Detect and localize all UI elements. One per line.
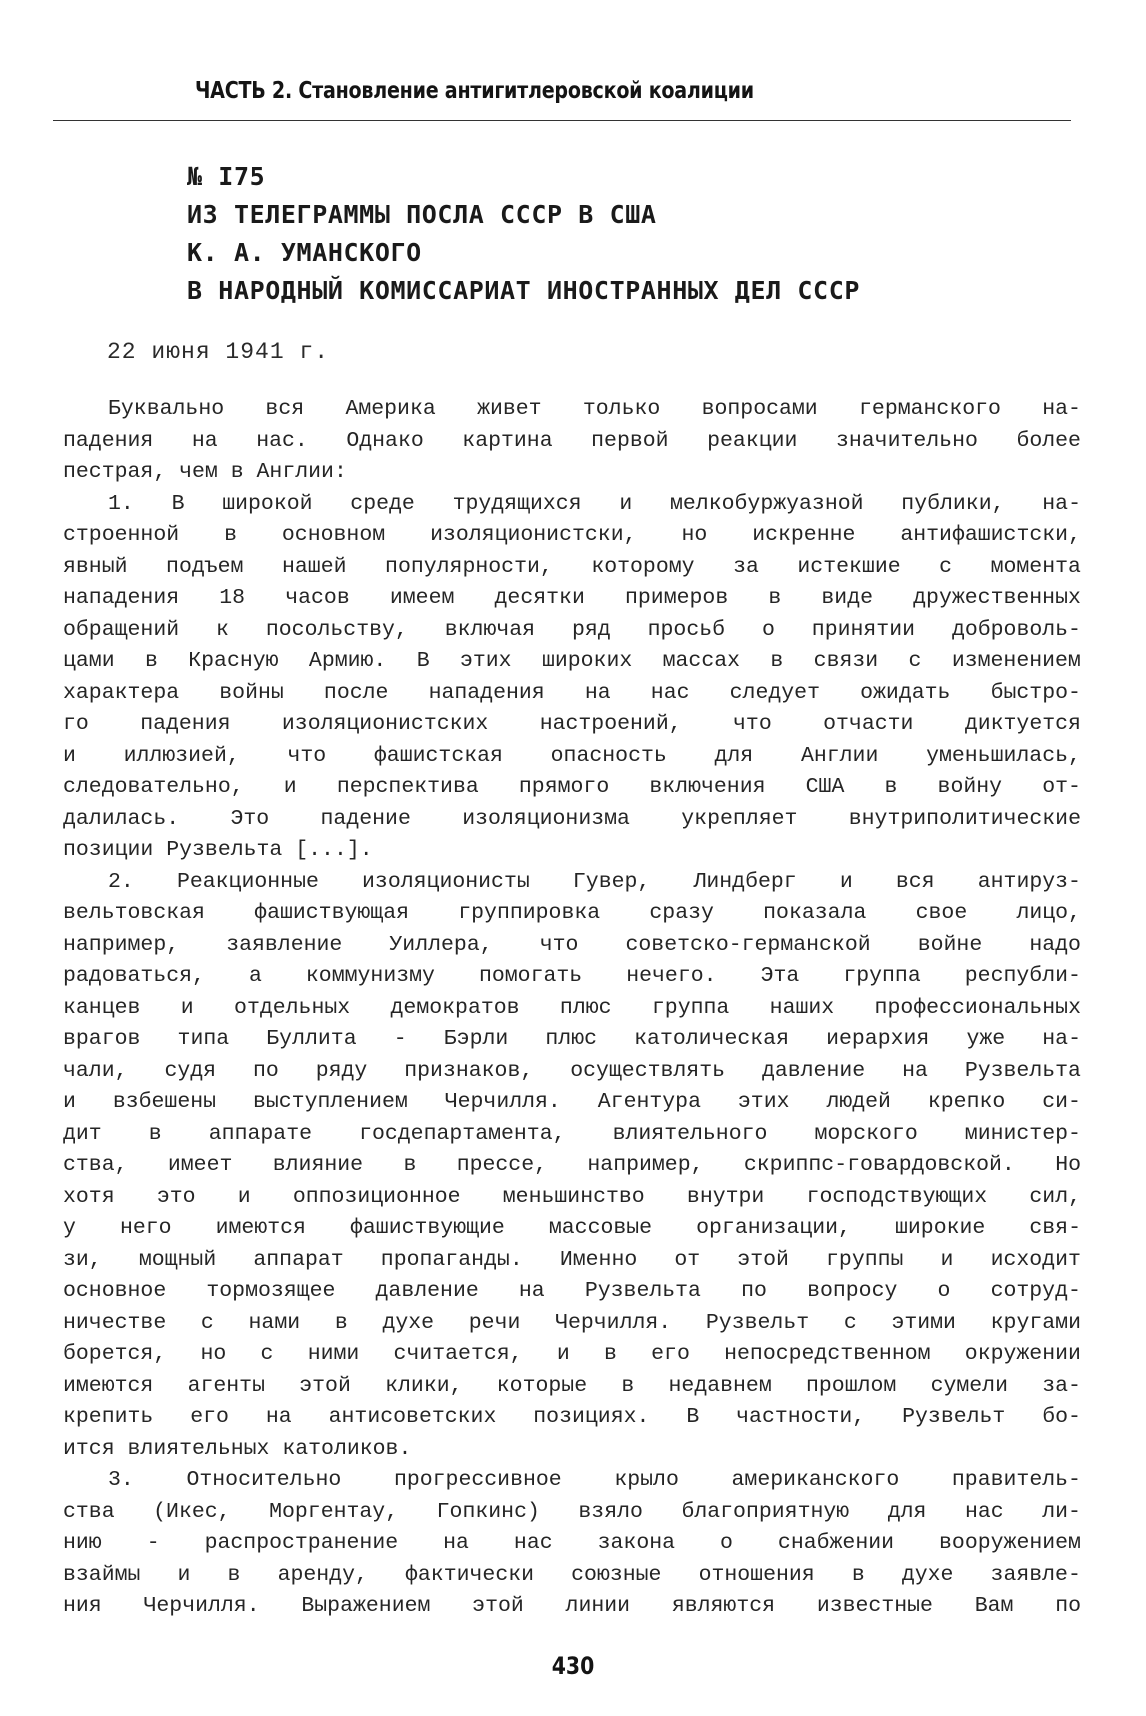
body-line: падения на нас. Однако картина первой реакции значительно более <box>63 428 1081 453</box>
body-line: ства, имеет влияние в прессе, например, скриппс-говардовской. Но <box>63 1153 1081 1177</box>
body-line: позиции Рузвельта [...]. <box>63 838 373 862</box>
body-line: и взбешены выступлением Черчилля. Агентура этих людей крепко си- <box>63 1090 1081 1114</box>
header-rule <box>53 120 1071 121</box>
body-line: далилась. Это падение изоляционизма укрепляет внутриполитические <box>63 806 1081 831</box>
body-line: зи, мощный аппарат пропаганды. Именно от этой группы и исходит <box>63 1247 1081 1272</box>
body-line: вельтовская фашиствующая группировка сразу показала свое лицо, <box>63 901 1081 925</box>
body-line: пестрая, чем в Англии: <box>63 460 347 484</box>
body-line: 3. Относительно прогрессивное крыло американского правитель- <box>108 1468 1081 1492</box>
body-line: явный подъем нашей популярности, которому за истекшие с момента <box>63 554 1081 579</box>
body-line: и иллюзией, что фашистская опасность для Англии уменьшилась, <box>63 743 1081 768</box>
body-line: характера войны после нападения на нас следует ожидать быстро- <box>63 680 1081 705</box>
body-line: следовательно, и перспектива прямого включения США в войну от- <box>63 775 1081 799</box>
running-head: ЧАСТЬ 2. Становление антигитлеровской коалиции <box>195 78 754 104</box>
body-line: цами в Красную Армию. В этих широких массах в связи с изменением <box>63 649 1081 673</box>
document-heading <box>187 158 860 310</box>
body-line: строенной в основном изоляционистски, но искренне антифашистски, <box>63 523 1081 547</box>
body-line: взаймы и в аренду, фактически союзные отношения в духе заявле- <box>63 1562 1081 1587</box>
body-line: ния Черчилля. Выражением этой линии являются известные Вам по <box>63 1594 1081 1618</box>
body-line: нию - распространение на нас закона о снабжении вооружением <box>63 1531 1081 1555</box>
body-text <box>63 394 1081 1623</box>
heading-line-1: ИЗ ТЕЛЕГРАММЫ ПОСЛА СССР В США <box>187 200 657 229</box>
body-line: имеются агенты этой клики, которые в недавнем прошлом сумели за- <box>63 1373 1081 1398</box>
heading-line-3: В НАРОДНЫЙ КОМИССАРИАТ ИНОСТРАННЫХ ДЕЛ СССР <box>187 276 861 305</box>
document-date: 22 июня 1941 г. <box>107 339 330 365</box>
body-line: нападения 18 часов имеем десятки примеров в виде дружественных <box>63 586 1081 610</box>
body-line: радоваться, а коммунизму помогать нечего. Эта группа республи- <box>63 964 1081 988</box>
body-line: 1. В широкой среде трудящихся и мелкобуржуазной публики, на- <box>108 491 1081 516</box>
body-line: канцев и отдельных демократов плюс группа наших профессиональных <box>63 995 1081 1020</box>
body-line: ничестве с нами в духе речи Черчилля. Рузвельт с этими кругами <box>63 1310 1081 1335</box>
body-line: дит в аппарате госдепартамента, влиятельного морского министер- <box>63 1121 1081 1146</box>
body-line: 2. Реакционные изоляционисты Гувер, Линдберг и вся антируз- <box>108 869 1081 894</box>
body-line: у него имеются фашиствующие массовые организации, широкие свя- <box>63 1216 1081 1240</box>
body-line: основное тормозящее давление на Рузвельта по вопросу о сотруд- <box>63 1279 1081 1303</box>
body-line: крепить его на антисоветских позициях. В частности, Рузвельт бо- <box>63 1405 1081 1429</box>
body-line: борется, но с ними считается, и в его непосредственном окружении <box>63 1342 1081 1366</box>
body-line: обращений к посольству, включая ряд просьб о принятии доброволь- <box>63 617 1081 642</box>
heading-line-2: К. А. УМАНСКОГО <box>187 238 422 267</box>
body-line: чали, судя по ряду признаков, осуществлять давление на Рузвельта <box>63 1058 1081 1083</box>
body-line: Буквально вся Америка живет только вопросами германского на- <box>108 397 1081 421</box>
body-line: хотя это и оппозиционное меньшинство внутри господствующих сил, <box>63 1184 1081 1209</box>
body-line: например, заявление Уиллера, что советско-германской войне надо <box>63 932 1081 957</box>
body-line: го падения изоляционистских настроений, что отчасти диктуется <box>63 712 1081 736</box>
body-line: врагов типа Буллита - Бэрли плюс католическая иерархия уже на- <box>63 1027 1081 1051</box>
body-line: ится влиятельных католиков. <box>63 1436 412 1461</box>
body-line: ства (Икес, Моргентау, Гопкинс) взяло благоприятную для нас ли- <box>63 1499 1081 1524</box>
page-number: 430 <box>551 1652 595 1680</box>
document-number: № I75 <box>187 162 266 191</box>
